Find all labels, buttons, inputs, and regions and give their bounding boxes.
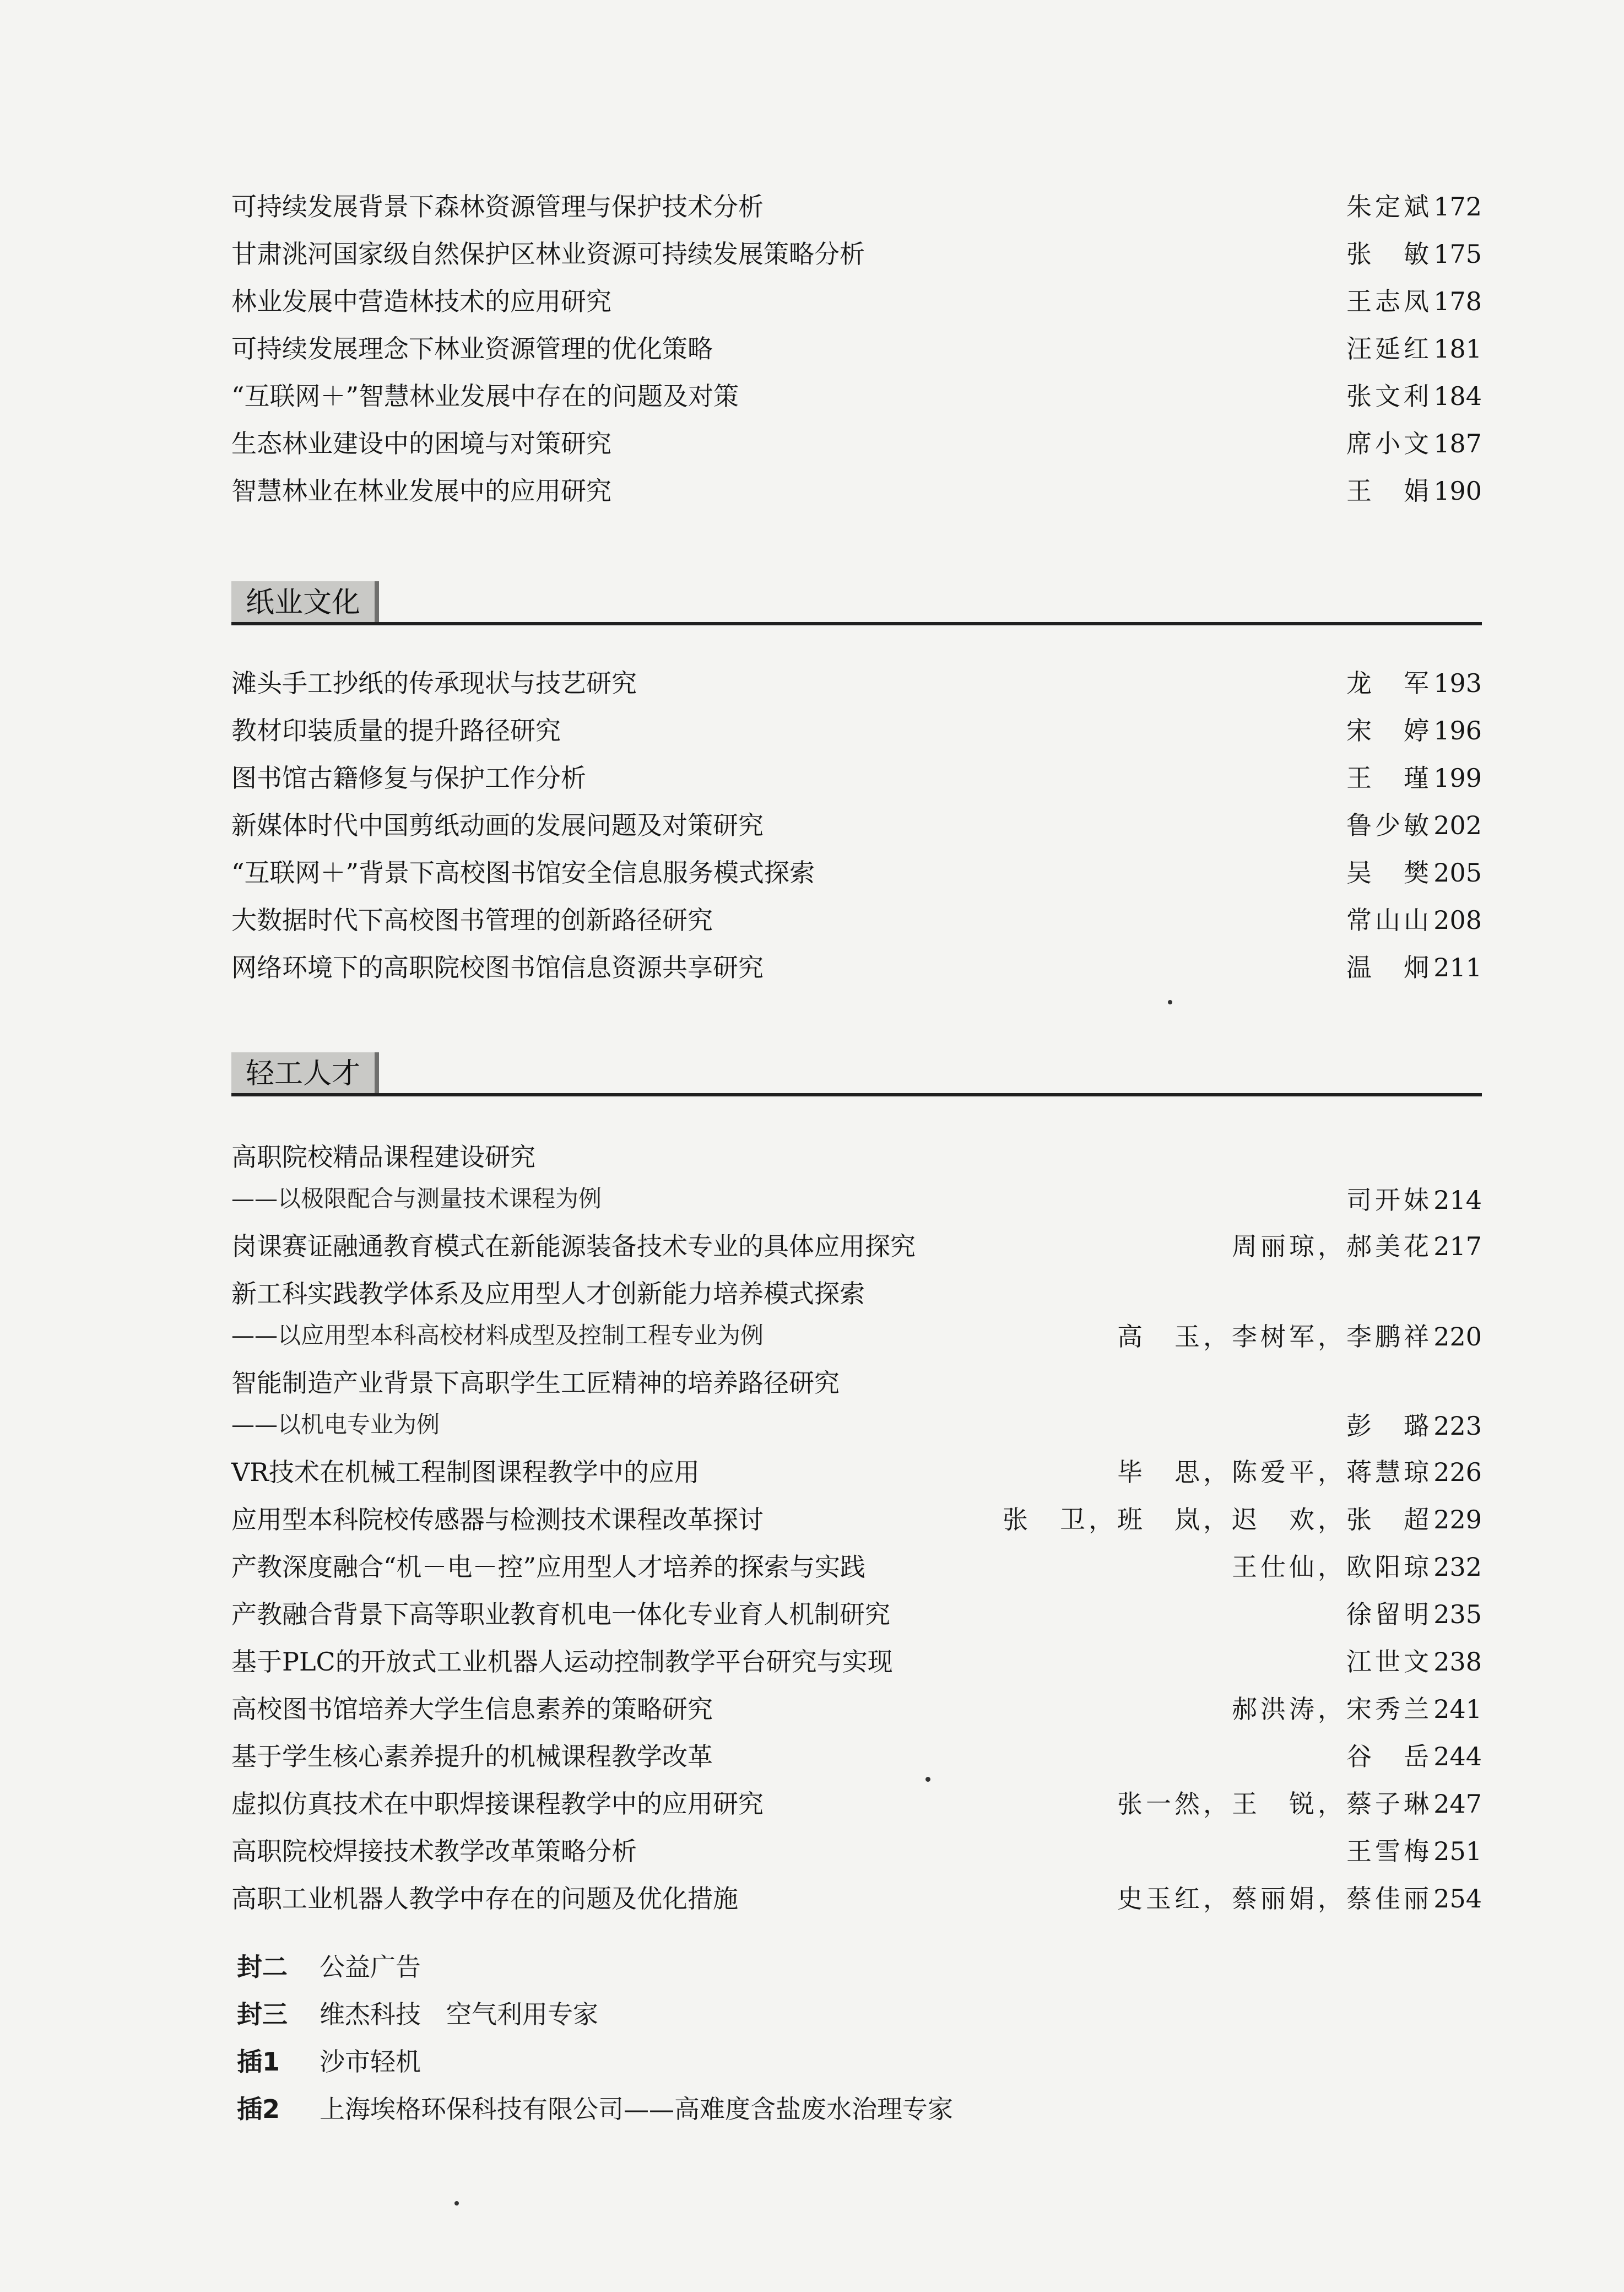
toc-entry	[231, 1782, 1482, 1829]
entry-author-page	[1346, 332, 1482, 365]
scan-speck	[1168, 1000, 1172, 1004]
entry-page-number: 202	[1433, 810, 1482, 840]
section-heading-light-industry-talent	[231, 1052, 1482, 1096]
advertisement-index	[237, 1950, 1228, 2140]
entry-title: 图书馆古籍修复与保护工作分析	[231, 763, 586, 793]
toc-entry	[231, 1877, 1482, 1924]
entry-author: 朱定斌	[1346, 192, 1432, 221]
entry-page-number: 208	[1433, 905, 1482, 935]
entry-page-number: 196	[1433, 716, 1482, 745]
entry-title: 滩头手工抄纸的传承现状与技艺研究	[231, 668, 637, 698]
ad-text: 沙市轻机	[320, 2047, 421, 2077]
entry-title: 教材印装质量的提升路径研究	[231, 716, 561, 745]
entry-author: 周丽琼，郝美花	[1232, 1231, 1432, 1261]
entry-title: 应用型本科院校传感器与检测技术课程改革探讨	[231, 1505, 764, 1534]
entry-title: 可持续发展背景下森林资源管理与保护技术分析	[231, 192, 764, 221]
section-heading-paper-culture	[231, 581, 1482, 625]
ad-position: 封三	[237, 1999, 288, 2029]
section-heading-label: 纸业文化	[231, 581, 379, 624]
toc-entry	[231, 1734, 1482, 1782]
entry-title: 智能制造产业背景下高职学生工匠精神的培养路径研究	[231, 1368, 840, 1398]
section-rule	[231, 1093, 1482, 1096]
toc-entry	[231, 1592, 1482, 1640]
toc-entry	[231, 279, 1482, 327]
entry-page-number: 238	[1433, 1647, 1482, 1677]
entry-author: 张一然，王 锐，蔡子琳	[1117, 1789, 1432, 1819]
entry-title: 高职工业机器人教学中存在的问题及优化措施	[231, 1884, 738, 1913]
entry-page-number: 172	[1433, 192, 1482, 221]
entry-author: 王志凤	[1346, 286, 1432, 316]
entry-author: 席小文	[1346, 429, 1432, 458]
entry-author-page	[1232, 1230, 1482, 1263]
entry-title: 智慧林业在林业发展中的应用研究	[231, 476, 611, 506]
ad-position: 插2	[237, 2094, 280, 2124]
entry-author-page	[1117, 1787, 1482, 1820]
ad-position: 插1	[237, 2047, 280, 2077]
ad-entry	[237, 1998, 1228, 2045]
entry-author-page	[1346, 1183, 1482, 1217]
entry-author-page	[1346, 667, 1482, 700]
entry-title: 可持续发展理念下林业资源管理的优化策略	[231, 334, 713, 364]
entry-title: 网络环境下的高职院校图书馆信息资源共享研究	[231, 953, 764, 982]
entry-author-page	[1346, 951, 1482, 984]
entry-page-number: 211	[1433, 953, 1482, 982]
entry-author: 王雪梅	[1346, 1836, 1432, 1866]
toc-entry	[231, 1687, 1482, 1734]
entry-page-number: 190	[1433, 476, 1482, 506]
toc-list-paper-culture	[231, 661, 1482, 993]
toc-entry	[231, 469, 1482, 516]
entry-author-page	[1346, 856, 1482, 889]
entry-page-number: 214	[1433, 1185, 1482, 1215]
entry-author-page	[1346, 285, 1482, 318]
entry-title: 生态林业建设中的困境与对策研究	[231, 429, 611, 458]
toc-entry	[231, 851, 1482, 898]
entry-author-page	[1346, 1598, 1482, 1631]
entry-author: 张 卫，班 岚，迟 欢，张 超	[1003, 1505, 1432, 1534]
entry-author-page	[1346, 904, 1482, 937]
toc-entry	[231, 327, 1482, 374]
entry-author-page	[1232, 1550, 1482, 1583]
entry-page-number: 251	[1433, 1836, 1482, 1866]
entry-page-number: 181	[1433, 334, 1482, 364]
toc-entry	[231, 756, 1482, 803]
entry-author-page	[1117, 1320, 1482, 1353]
entry-author-page	[1117, 1882, 1482, 1915]
entry-title: 岗课赛证融通教育模式在新能源装备技术专业的具体应用探究	[231, 1231, 916, 1261]
toc-entry	[231, 898, 1482, 945]
entry-author: 徐留明	[1346, 1599, 1432, 1629]
entry-title: VR技术在机械工程制图课程教学中的应用	[231, 1457, 700, 1487]
entry-page-number: 244	[1433, 1742, 1482, 1771]
entry-author-page	[1346, 809, 1482, 842]
entry-author-page	[1346, 1835, 1482, 1868]
entry-author: 张文利	[1346, 381, 1432, 411]
entry-title: 基于学生核心素养提升的机械课程教学改革	[231, 1742, 713, 1771]
entry-title: 基于PLC的开放式工业机器人运动控制教学平台研究与实现	[231, 1647, 893, 1677]
entry-author-page	[1346, 237, 1482, 271]
entry-author-page	[1346, 1740, 1482, 1773]
toc-list-light-industry-talent	[231, 1135, 1482, 1924]
ad-entry	[237, 2045, 1228, 2093]
toc-entry	[231, 709, 1482, 756]
section-rule	[231, 622, 1482, 625]
toc-entry	[231, 232, 1482, 279]
entry-subtitle: ——以极限配合与测量技术课程为例	[231, 1185, 602, 1212]
toc-entry	[231, 1135, 1482, 1224]
entry-author-page	[1346, 761, 1482, 794]
entry-title: 新媒体时代中国剪纸动画的发展问题及对策研究	[231, 810, 764, 840]
entry-author-page	[1346, 714, 1482, 747]
entry-author: 谷 岳	[1346, 1742, 1432, 1771]
toc-entry	[231, 1829, 1482, 1877]
entry-author: 汪延红	[1346, 334, 1432, 364]
entry-title: 新工科实践教学体系及应用型人才创新能力培养模式探索	[231, 1279, 865, 1309]
toc-entry	[231, 374, 1482, 421]
toc-entry	[231, 945, 1482, 993]
entry-title: 甘肃洮河国家级自然保护区林业资源可持续发展策略分析	[231, 239, 865, 269]
entry-author: 王 娟	[1346, 476, 1432, 506]
toc-entry	[231, 1640, 1482, 1687]
entry-author: 高 玉，李树军，李鹏祥	[1117, 1322, 1432, 1352]
ad-text: 公益广告	[320, 1952, 421, 1982]
scan-speck	[925, 1777, 930, 1782]
entry-author-page	[1003, 1503, 1482, 1536]
entry-author: 张 敏	[1346, 239, 1432, 269]
entry-page-number: 175	[1433, 239, 1482, 269]
entry-author: 司开妹	[1346, 1185, 1432, 1215]
entry-author: 王 瑾	[1346, 763, 1432, 793]
toc-entry	[231, 1545, 1482, 1592]
toc-entry	[231, 185, 1482, 232]
entry-author-page	[1346, 190, 1482, 223]
entry-page-number: 232	[1433, 1552, 1482, 1582]
entry-author: 毕 思，陈爱平，蒋慧琼	[1117, 1457, 1432, 1487]
entry-author-page	[1346, 380, 1482, 413]
scan-speck	[454, 2201, 459, 2205]
ad-text: 上海埃格环保科技有限公司——高难度含盐废水治理专家	[320, 2094, 953, 2124]
entry-title: 虚拟仿真技术在中职焊接课程教学中的应用研究	[231, 1789, 764, 1819]
entry-author: 温 炯	[1346, 953, 1432, 982]
entry-author: 史玉红，蔡丽娟，蔡佳丽	[1117, 1884, 1432, 1913]
entry-author-page	[1232, 1693, 1482, 1726]
entry-author: 常山山	[1346, 905, 1432, 935]
toc-entry	[231, 1224, 1482, 1272]
toc-entry	[231, 1272, 1482, 1361]
ad-entry	[237, 2093, 1228, 2140]
entry-title: “互联网＋”智慧林业发展中存在的问题及对策	[231, 381, 739, 411]
ad-position: 封二	[237, 1952, 288, 1982]
entry-page-number: 184	[1433, 381, 1482, 411]
entry-author-page	[1346, 1645, 1482, 1678]
entry-page-number: 187	[1433, 429, 1482, 458]
entry-title: 大数据时代下高校图书管理的创新路径研究	[231, 905, 713, 935]
entry-title: 产教融合背景下高等职业教育机电一体化专业育人机制研究	[231, 1599, 890, 1629]
entry-author-page	[1117, 1456, 1482, 1489]
entry-title: 高职院校精品课程建设研究	[231, 1142, 535, 1172]
entry-author: 王仕仙，欧阳琼	[1232, 1552, 1432, 1582]
entry-page-number: 226	[1433, 1457, 1482, 1487]
entry-page-number: 178	[1433, 286, 1482, 316]
entry-subtitle: ——以机电专业为例	[231, 1411, 440, 1438]
entry-author: 郝洪涛，宋秀兰	[1232, 1694, 1432, 1724]
entry-author: 龙 军	[1346, 668, 1432, 698]
section-heading-label: 轻工人才	[231, 1052, 379, 1095]
entry-title: 高校图书馆培养大学生信息素养的策略研究	[231, 1694, 713, 1724]
toc-entry	[231, 421, 1482, 469]
ad-entry	[237, 1950, 1228, 1998]
entry-page-number: 247	[1433, 1789, 1482, 1819]
entry-page-number: 229	[1433, 1505, 1482, 1534]
entry-page-number: 254	[1433, 1884, 1482, 1913]
entry-title: 产教深度融合“机－电－控”应用型人才培养的探索与实践	[231, 1552, 866, 1582]
entry-author: 宋 婷	[1346, 716, 1432, 745]
entry-author-page	[1346, 1409, 1482, 1442]
toc-entry	[231, 803, 1482, 851]
entry-page-number: 199	[1433, 763, 1482, 793]
entry-author-page	[1346, 427, 1482, 460]
toc-list-forestry	[231, 185, 1482, 516]
entry-title: 高职院校焊接技术教学改革策略分析	[231, 1836, 637, 1866]
entry-author: 彭 璐	[1346, 1411, 1432, 1441]
toc-entry	[231, 1498, 1482, 1545]
entry-page-number: 223	[1433, 1411, 1482, 1441]
entry-title: “互联网＋”背景下高校图书馆安全信息服务模式探索	[231, 858, 815, 888]
entry-subtitle: ——以应用型本科高校材料成型及控制工程专业为例	[231, 1322, 764, 1349]
entry-page-number: 235	[1433, 1599, 1482, 1629]
toc-entry	[231, 1361, 1482, 1450]
entry-author-page	[1346, 474, 1482, 507]
entry-page-number: 241	[1433, 1694, 1482, 1724]
entry-page-number: 193	[1433, 668, 1482, 698]
entry-author: 吴 樊	[1346, 858, 1432, 888]
ad-text: 维杰科技 空气利用专家	[320, 1999, 598, 2029]
toc-entry	[231, 1450, 1482, 1498]
entry-author: 鲁少敏	[1346, 810, 1432, 840]
toc-entry	[231, 661, 1482, 709]
entry-page-number: 217	[1433, 1231, 1482, 1261]
entry-author: 江世文	[1346, 1647, 1432, 1677]
entry-title: 林业发展中营造林技术的应用研究	[231, 286, 611, 316]
entry-page-number: 220	[1433, 1322, 1482, 1352]
entry-page-number: 205	[1433, 858, 1482, 888]
